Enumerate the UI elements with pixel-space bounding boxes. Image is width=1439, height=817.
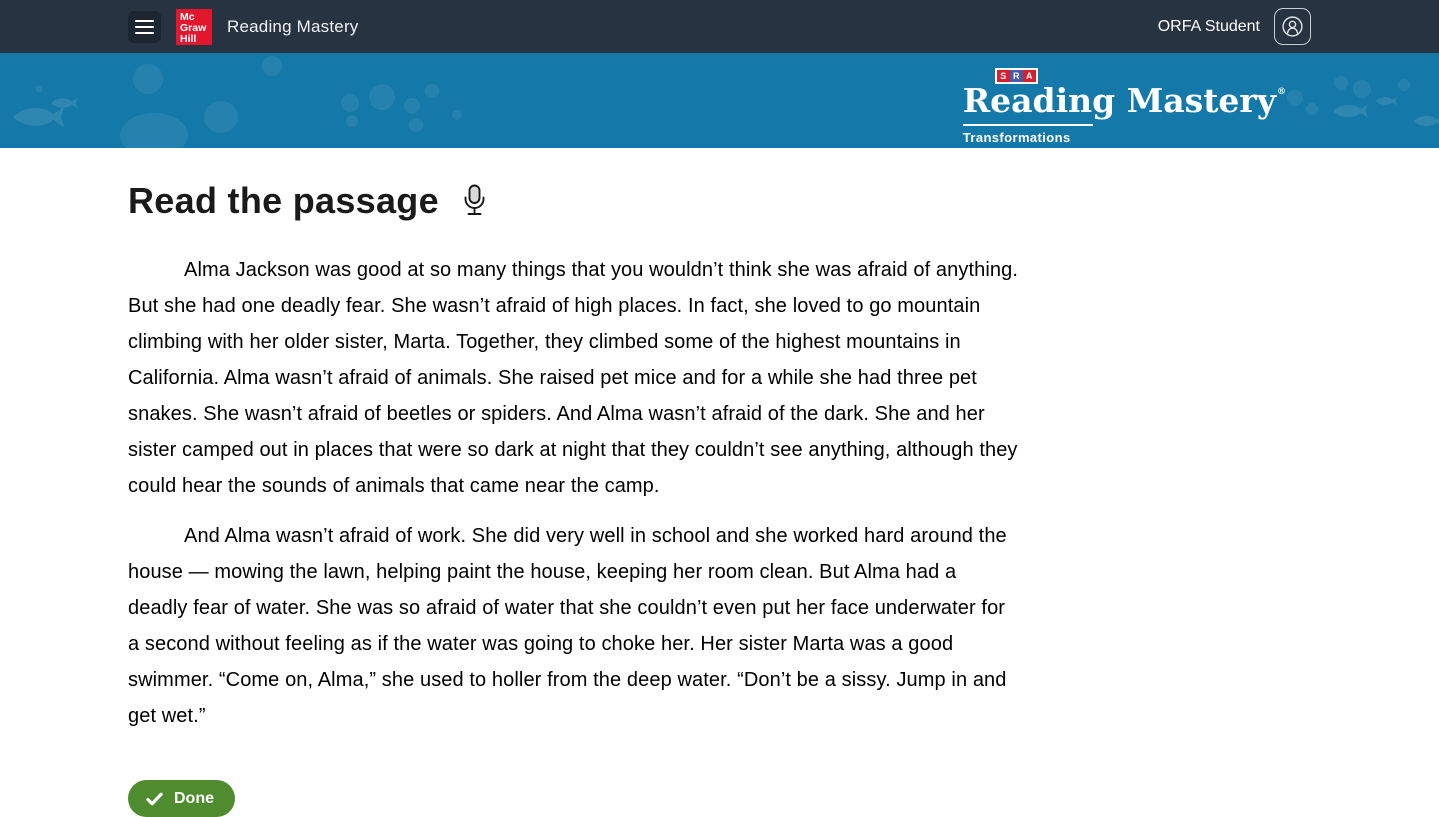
reading-mastery-brand-logo xyxy=(963,66,1286,145)
mcgraw-hill-logo-line: Mc xyxy=(180,10,195,23)
hero-banner xyxy=(0,53,1439,148)
brand-subtitle: Transformations xyxy=(962,130,1071,145)
sra-letter: S xyxy=(997,70,1010,82)
user-label: ORFA Student xyxy=(1157,17,1260,35)
mcgraw-hill-logo-line: Graw xyxy=(180,21,207,34)
done-button[interactable] xyxy=(128,780,235,817)
top-app-bar xyxy=(0,0,1439,53)
passage-paragraph: And Alma wasn’t afraid of work. She did very well in school and she worked hard around the house — mowing the lawn, helping paint the house, keeping her room clean. But Alma had a deadly fear of water. She was so afraid of water that she couldn’t even put her face underwater for a second without feeling as if the water was going to choke her. Her sister Marta was a good swimmer. “Come on, Alma,” she used to holler from the deep water. “Don’t be a sissy. Jump in and get wet.” xyxy=(128,525,1007,727)
check-icon xyxy=(146,792,163,806)
reading-passage xyxy=(128,252,1311,734)
top-app-bar-inner xyxy=(0,0,1439,53)
app-title: Reading Mastery xyxy=(227,16,359,36)
mcgraw-hill-logo-line: Hill xyxy=(180,33,197,46)
sra-letter: A xyxy=(1023,70,1036,82)
avatar-button[interactable] xyxy=(1274,8,1311,45)
person-circle-icon xyxy=(1280,14,1305,39)
passage-paragraph: Alma Jackson was good at so many things that you wouldn’t think she was afraid of anything. But she had one deadly fear. She wasn’t afraid of high places. In fact, she loved to go mountain climbing with her older sister, Marta. Together, they climbed some of the highest mountains in California. Alma wasn’t afraid of animals. She raised pet mice and for a while she had three pet snakes. She wasn’t afraid of beetles or spiders. And Alma wasn’t afraid of the dark. She and her sister camped out in places that were so dark at night that they couldn’t see anything, although they could hear the sounds of animals that came near the camp. xyxy=(128,259,1019,497)
page-title-row xyxy=(128,180,1311,222)
registered-mark: ® xyxy=(1277,87,1286,97)
microphone-icon[interactable] xyxy=(461,184,488,218)
brand-wordmark: Reading Mastery® xyxy=(962,81,1286,120)
menu-button[interactable] xyxy=(128,11,161,43)
mcgraw-hill-logo xyxy=(176,9,212,45)
done-button-label: Done xyxy=(174,789,214,807)
brand-divider xyxy=(963,124,1093,126)
sra-letter: R xyxy=(1010,70,1023,82)
lesson-content xyxy=(0,180,1439,817)
page-title: Read the passage xyxy=(128,180,439,221)
